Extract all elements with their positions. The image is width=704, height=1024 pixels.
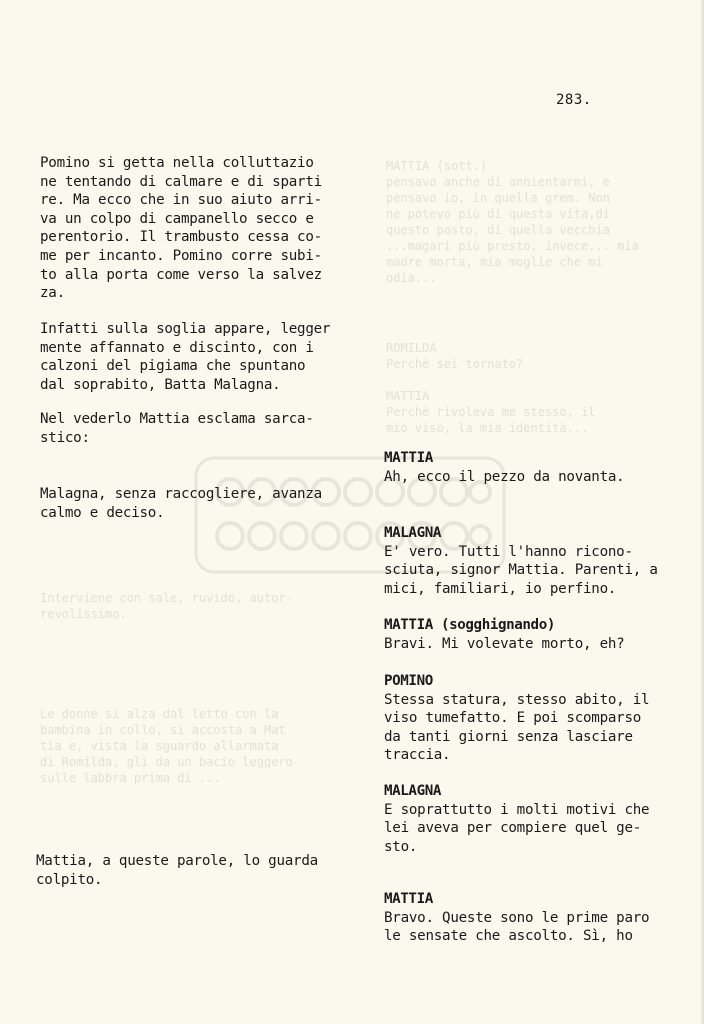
- dialogue-line: lei aveva per compiere quel ge-: [384, 820, 642, 837]
- dialogue-line: Bravo. Queste sono le prime paro: [384, 909, 650, 926]
- dialogue-line: sciuta, signor Mattia. Parenti, a: [384, 562, 658, 579]
- text-line: Infatti sulla soglia appare, legger: [40, 321, 331, 337]
- speaker-name: MATTIA: [384, 450, 433, 466]
- speaker-name: MALAGNA: [384, 525, 441, 541]
- text-line: re. Ma ecco che in suo aiuto arri-: [40, 192, 322, 209]
- speaker-name: MALAGNA: [384, 783, 441, 799]
- dialogue-line: E' vero. Tutti l'hanno ricono-: [384, 543, 633, 560]
- dialogue-line: mici, familiari, io perfino.: [384, 580, 617, 597]
- dialogue-line: viso tumefatto. E poi scomparso: [384, 710, 642, 727]
- dialogue-block: [384, 890, 649, 946]
- text-line: za.: [40, 285, 65, 302]
- speaker-name: POMINO: [384, 673, 433, 689]
- text-line: to alla porta come verso la salvez: [40, 266, 322, 283]
- text-line: calzoni del pigiama che spuntano: [40, 358, 306, 375]
- show-through-text: MATTIA (sott.) pensavo anche di annientarmi, e pensavo io, in quella grem. Non ne potevo più di questa vita,di questo posto, di quella vecchia ...magari più presto, invece... mia madre morta, mia moglie che mi odia...: [386, 159, 639, 285]
- text-line: va un colpo di campanello secco e: [40, 210, 314, 227]
- dialogue-block: [384, 449, 624, 486]
- show-through-text: ROMILDA Perché sei tornato? MATTIA Perché rivoleva me stesso, il mio viso, la mia identità...: [386, 341, 596, 435]
- dialogue-block: [384, 782, 649, 856]
- stage-direction: [40, 320, 330, 394]
- stage-direction: [40, 485, 322, 522]
- dialogue-line: traccia.: [384, 747, 451, 764]
- text-line: ne tentando di calmare e di sparti: [40, 173, 322, 190]
- dialogue-line: da tanti giorni senza lasciare: [384, 728, 633, 745]
- dialogue-line: Stessa statura, stesso abito, il: [384, 691, 650, 708]
- dialogue-block: [384, 672, 649, 765]
- page-number: 283.: [556, 92, 592, 108]
- dialogue-line: Ah, ecco il pezzo da novanta.: [384, 468, 625, 485]
- dialogue-line: le sensate che ascolto. Sì, ho: [384, 928, 633, 945]
- stage-direction: [36, 852, 318, 889]
- show-through-text: Le donne si alza dal letto con la bambina in collo, si accosta a Mat tia e, vista la sguardo allarmata di Romilda, gli da un bacio leggero sulle labbra prima di ...: [40, 707, 293, 785]
- text-line: colpito.: [36, 871, 103, 888]
- dialogue-line: sto.: [384, 838, 418, 855]
- dialogue-line: E soprattutto i molti motivi che: [384, 801, 650, 818]
- show-through-text: Interviene con sale, ruvido, autor- revolissimo.: [40, 591, 293, 621]
- speaker-name: MATTIA (sogghignando): [384, 617, 555, 633]
- stage-direction: [40, 154, 322, 303]
- stage-direction: [40, 410, 314, 447]
- text-line: Malagna, senza raccogliere, avanza: [40, 486, 322, 502]
- dialogue-block: [384, 524, 658, 598]
- speaker-name: MATTIA: [384, 891, 433, 907]
- text-line: dal soprabito, Batta Malagna.: [40, 376, 281, 393]
- text-line: stico:: [40, 429, 90, 446]
- text-line: me per incanto. Pomino corre subi-: [40, 247, 322, 264]
- text-line: Pomino si getta nella colluttazio: [40, 155, 314, 171]
- text-line: Nel vederlo Mattia esclama sarca-: [40, 411, 314, 427]
- dialogue-line: Bravi. Mi volevate morto, eh?: [384, 635, 625, 652]
- text-line: calmo e deciso.: [40, 504, 165, 521]
- text-line: Mattia, a queste parole, lo guarda: [36, 853, 318, 869]
- text-line: mente affannato e discinto, con i: [40, 339, 314, 356]
- dialogue-block: [384, 616, 624, 653]
- text-line: perentorio. Il trambusto cessa co-: [40, 229, 322, 246]
